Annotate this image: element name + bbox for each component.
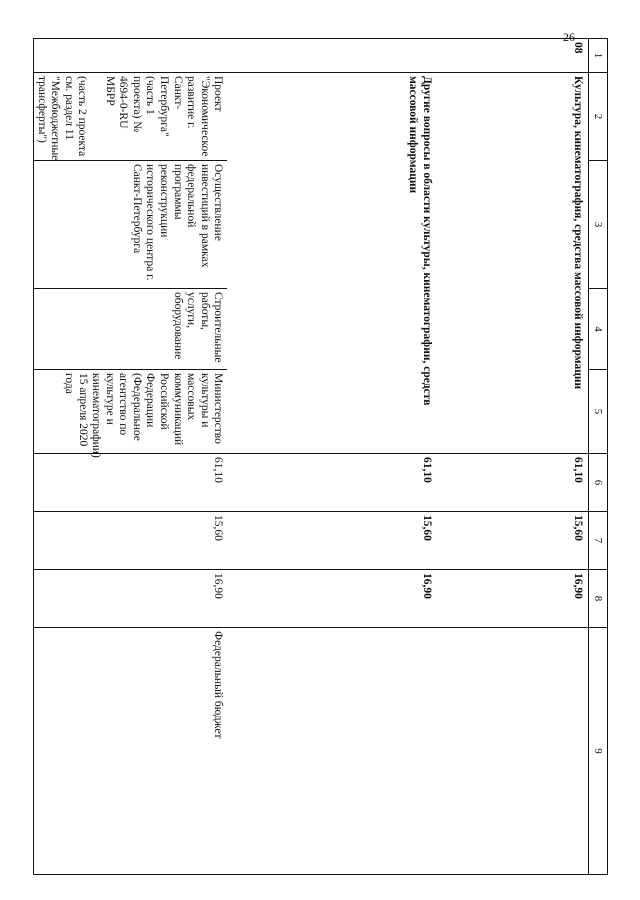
project-works: Строительные работы, услуги, оборудование	[34, 289, 228, 370]
project-source: Федеральный бюджет	[34, 628, 228, 875]
header-col-1: 1	[589, 39, 608, 73]
header-col-3: 3	[589, 161, 608, 289]
subsection-value-col7: 15,60	[227, 512, 434, 570]
section-value-col6: 61,10	[435, 454, 589, 512]
header-col-8: 8	[589, 570, 608, 628]
page-number: 26	[563, 30, 575, 44]
subsection-value-col6: 61,10	[227, 454, 434, 512]
section-value-col8: 16,90	[435, 570, 589, 628]
section-row	[435, 39, 589, 875]
project-row	[34, 39, 228, 875]
project-value-col6: 61,10	[34, 454, 228, 512]
project-name: Проект "Экономическое развитие г. Санкт-Петербурга" (часть 1 проекта) № 4694-0-RU МБРР	[103, 76, 225, 157]
project-name-gap	[88, 76, 102, 157]
project-value-col8: 16,90	[34, 570, 228, 628]
project-executor: Министерство культуры и массовых коммуникаций Российской Федерации (Федеральное агентство по культуре и кинематографии) 15 апреля 2020 года	[34, 370, 228, 454]
section-code: 08	[435, 39, 589, 73]
project-name-cell	[34, 73, 228, 161]
header-col-7: 7	[589, 512, 608, 570]
budget-table	[33, 38, 608, 875]
project-value-col7: 15,60	[34, 512, 228, 570]
section-value-col7: 15,60	[435, 512, 589, 570]
subsection-code-empty	[227, 39, 434, 73]
header-col-2: 2	[589, 73, 608, 161]
header-row	[589, 39, 608, 875]
section-title: Культура, кинематография, средства массовой информации	[435, 73, 589, 454]
header-col-9: 9	[589, 628, 608, 875]
subsection-row	[227, 39, 434, 875]
subsection-value-col8: 16,90	[227, 570, 434, 628]
section-col9-empty	[435, 628, 589, 875]
project-code-empty	[34, 39, 228, 73]
subsection-title: Другие вопросы в области культуры, кинематографии, средств массовой информации	[227, 73, 434, 454]
project-purpose: Осуществление инвестиций в рамках федеральной программы реконструкции исторического центра г. Санкт-Петербурга	[34, 161, 228, 289]
header-col-5: 5	[589, 370, 608, 454]
rotated-table-area	[33, 38, 608, 874]
header-col-6: 6	[589, 454, 608, 512]
project-name-note: (часть 2 проекта см. раздел 11 "Межбюджетные трансферты")	[35, 76, 89, 161]
subsection-col9-empty	[227, 628, 434, 875]
header-col-4: 4	[589, 289, 608, 370]
